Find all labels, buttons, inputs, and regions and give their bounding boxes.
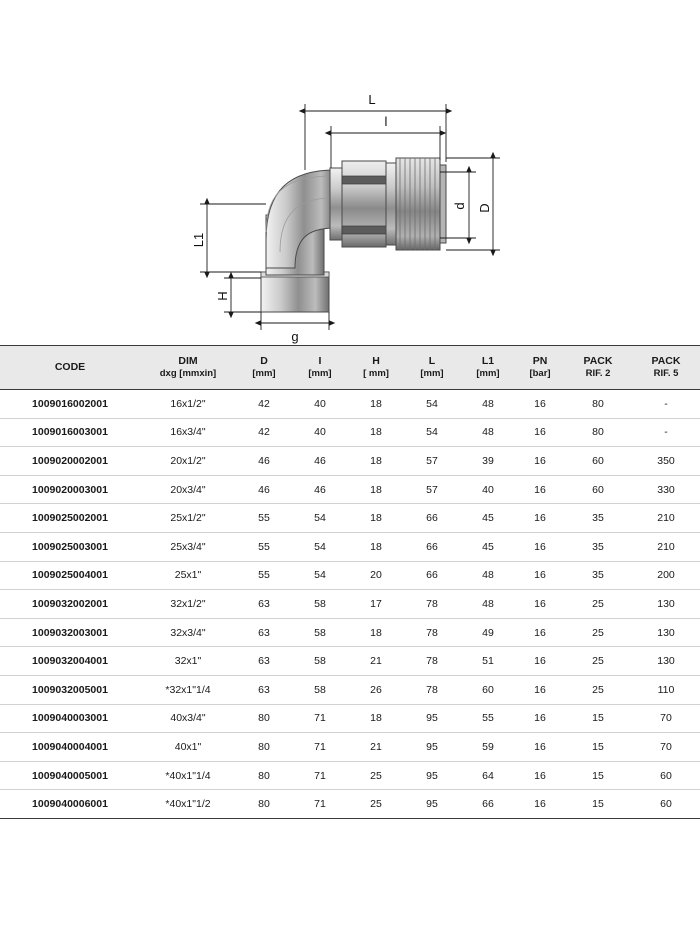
cell-value: 25 [348,790,404,819]
cell-value: 58 [292,590,348,619]
cell-value: 60 [632,761,700,790]
cell-value: *40x1"1/2 [140,790,236,819]
cell-value: 16 [516,761,564,790]
cell-value: 18 [348,418,404,447]
cell-value: 80 [564,418,632,447]
table-row[interactable] [0,532,700,561]
cell-value: 25 [564,590,632,619]
cell-value: 60 [564,447,632,476]
dimension-label-g: g [291,329,299,344]
cell-value: 210 [632,532,700,561]
cell-value: 55 [236,504,292,533]
cell-value: 54 [404,390,460,419]
cell-value: 18 [348,532,404,561]
header-d: D [mm] [236,346,292,390]
cell-code: 1009020002001 [0,447,140,476]
cell-value: 71 [292,761,348,790]
cell-value: 54 [404,418,460,447]
table-row[interactable] [0,390,700,419]
cell-value: *32x1"1/4 [140,675,236,704]
cell-code: 1009032002001 [0,590,140,619]
cell-code: 1009016002001 [0,390,140,419]
dimension-label-D: D [477,203,492,213]
cell-value: 80 [236,704,292,733]
cell-value: 35 [564,504,632,533]
cell-value: 20 [348,561,404,590]
cell-value: 16x1/2" [140,390,236,419]
technical-drawing [0,0,700,345]
cell-value: 80 [564,390,632,419]
cell-value: 95 [404,704,460,733]
cell-value: 16 [516,561,564,590]
cell-value: 26 [348,675,404,704]
cell-value: 40x1" [140,733,236,762]
cell-value: 16 [516,475,564,504]
cell-value: 80 [236,733,292,762]
cell-value: 58 [292,647,348,676]
cell-value: 32x3/4" [140,618,236,647]
cell-value: 18 [348,475,404,504]
cell-value: 16 [516,504,564,533]
cell-code: 1009025004001 [0,561,140,590]
cell-value: 18 [348,504,404,533]
cell-value: 48 [460,418,516,447]
cell-code: 1009032003001 [0,618,140,647]
cell-value: 57 [404,475,460,504]
table-row[interactable] [0,475,700,504]
cell-value: 130 [632,590,700,619]
cell-value: 39 [460,447,516,476]
dimension-label-l: l [384,114,388,129]
cell-value: 60 [460,675,516,704]
cell-value: 46 [292,447,348,476]
cell-value: 25 [564,618,632,647]
cell-value: 59 [460,733,516,762]
cell-value: 42 [236,418,292,447]
cell-value: 54 [292,561,348,590]
cell-value: 42 [236,390,292,419]
cell-value: 64 [460,761,516,790]
cell-value: 46 [292,475,348,504]
cell-value: 54 [292,532,348,561]
cell-code: 1009025003001 [0,532,140,561]
specifications-table [0,345,700,819]
fitting-vertical-leg [261,170,335,312]
fitting-horizontal-arm [330,158,446,250]
header-h: H [ mm] [348,346,404,390]
cell-value: 63 [236,675,292,704]
cell-value: 16 [516,790,564,819]
cell-code: 1009040006001 [0,790,140,819]
cell-value: 16 [516,647,564,676]
cell-value: 16 [516,733,564,762]
cell-value: 58 [292,618,348,647]
cell-value: 16 [516,618,564,647]
cell-value: 95 [404,761,460,790]
cell-value: 78 [404,618,460,647]
cell-value: 20x3/4" [140,475,236,504]
cell-value: 66 [460,790,516,819]
cell-value: 40 [292,418,348,447]
cell-value: 63 [236,590,292,619]
cell-value: 45 [460,504,516,533]
cell-value: 71 [292,704,348,733]
table-row[interactable] [0,704,700,733]
cell-value: 210 [632,504,700,533]
cell-value: 80 [236,761,292,790]
table-header [0,346,700,390]
cell-value: 350 [632,447,700,476]
table-row[interactable] [0,675,700,704]
cell-value: 15 [564,761,632,790]
cell-value: 95 [404,790,460,819]
table-row[interactable] [0,733,700,762]
cell-value: 49 [460,618,516,647]
dimension-label-L: L [368,92,376,107]
cell-code: 1009025002001 [0,504,140,533]
table-row[interactable] [0,761,700,790]
header-pack-rif2: PACK RIF. 2 [564,346,632,390]
table-body [0,390,700,819]
cell-value: 71 [292,790,348,819]
cell-value: *40x1"1/4 [140,761,236,790]
cell-value: 48 [460,390,516,419]
cell-value: 63 [236,647,292,676]
cell-value: 25 [564,647,632,676]
table-header-row [0,346,700,390]
cell-value: 16 [516,704,564,733]
table-row[interactable] [0,447,700,476]
cell-value: 55 [460,704,516,733]
cell-code: 1009032004001 [0,647,140,676]
cell-value: - [632,418,700,447]
cell-code: 1009020003001 [0,475,140,504]
cell-value: 200 [632,561,700,590]
table-row[interactable] [0,561,700,590]
cell-value: 25 [564,675,632,704]
cell-value: 70 [632,733,700,762]
header-code: CODE [0,346,140,390]
cell-value: 40x3/4" [140,704,236,733]
table-row[interactable] [0,790,700,819]
cell-value: 60 [564,475,632,504]
cell-value: 18 [348,447,404,476]
cell-value: 48 [460,590,516,619]
cell-value: 21 [348,733,404,762]
cell-value: 18 [348,704,404,733]
table-row[interactable] [0,418,700,447]
table-row[interactable] [0,590,700,619]
table-row[interactable] [0,504,700,533]
cell-value: 16 [516,590,564,619]
header-pack-rif5: PACK RIF. 5 [632,346,700,390]
specifications-table-container [0,345,700,819]
cell-value: 55 [236,532,292,561]
dimension-g [261,312,329,330]
cell-value: 54 [292,504,348,533]
cell-value: 95 [404,733,460,762]
header-pn: PN [bar] [516,346,564,390]
cell-value: 16 [516,418,564,447]
cell-value: 46 [236,447,292,476]
cell-value: 51 [460,647,516,676]
header-l: L [mm] [404,346,460,390]
cell-value: 78 [404,675,460,704]
cell-value: 48 [460,561,516,590]
cell-value: 45 [460,532,516,561]
cell-value: 35 [564,532,632,561]
cell-value: 40 [292,390,348,419]
cell-code: 1009032005001 [0,675,140,704]
cell-value: 16 [516,447,564,476]
cell-value: 18 [348,390,404,419]
cell-value: 80 [236,790,292,819]
cell-value: 66 [404,532,460,561]
header-dim: DIM dxg [mmxin] [140,346,236,390]
cell-value: 63 [236,618,292,647]
cell-value: 70 [632,704,700,733]
cell-code: 1009040003001 [0,704,140,733]
cell-value: 40 [460,475,516,504]
cell-value: 16x3/4" [140,418,236,447]
cell-value: 60 [632,790,700,819]
dimension-label-d: d [452,202,467,210]
cell-value: 32x1/2" [140,590,236,619]
cell-code: 1009016003001 [0,418,140,447]
cell-code: 1009040005001 [0,761,140,790]
cell-value: 71 [292,733,348,762]
dimension-L1 [200,204,266,272]
cell-value: 25x1" [140,561,236,590]
dimension-label-L1: L1 [191,232,206,248]
cell-value: 25x3/4" [140,532,236,561]
cell-value: 66 [404,504,460,533]
header-i: I [mm] [292,346,348,390]
cell-value: 21 [348,647,404,676]
cell-value: 15 [564,733,632,762]
cell-value: 58 [292,675,348,704]
cell-value: 25 [348,761,404,790]
cell-value: 78 [404,590,460,619]
header-l1: L1 [mm] [460,346,516,390]
cell-value: 16 [516,390,564,419]
cell-value: 130 [632,618,700,647]
table-row[interactable] [0,618,700,647]
cell-value: 130 [632,647,700,676]
cell-value: - [632,390,700,419]
cell-value: 18 [348,618,404,647]
cell-value: 15 [564,790,632,819]
cell-value: 25x1/2" [140,504,236,533]
cell-value: 55 [236,561,292,590]
cell-value: 35 [564,561,632,590]
cell-value: 110 [632,675,700,704]
cell-value: 17 [348,590,404,619]
cell-value: 46 [236,475,292,504]
cell-value: 16 [516,675,564,704]
cell-code: 1009040004001 [0,733,140,762]
elbow-fitting-diagram [0,0,700,345]
table-row[interactable] [0,647,700,676]
cell-value: 20x1/2" [140,447,236,476]
cell-value: 78 [404,647,460,676]
cell-value: 330 [632,475,700,504]
cell-value: 32x1" [140,647,236,676]
cell-value: 66 [404,561,460,590]
cell-value: 16 [516,532,564,561]
cell-value: 15 [564,704,632,733]
cell-value: 57 [404,447,460,476]
dimension-label-H: H [215,291,230,301]
